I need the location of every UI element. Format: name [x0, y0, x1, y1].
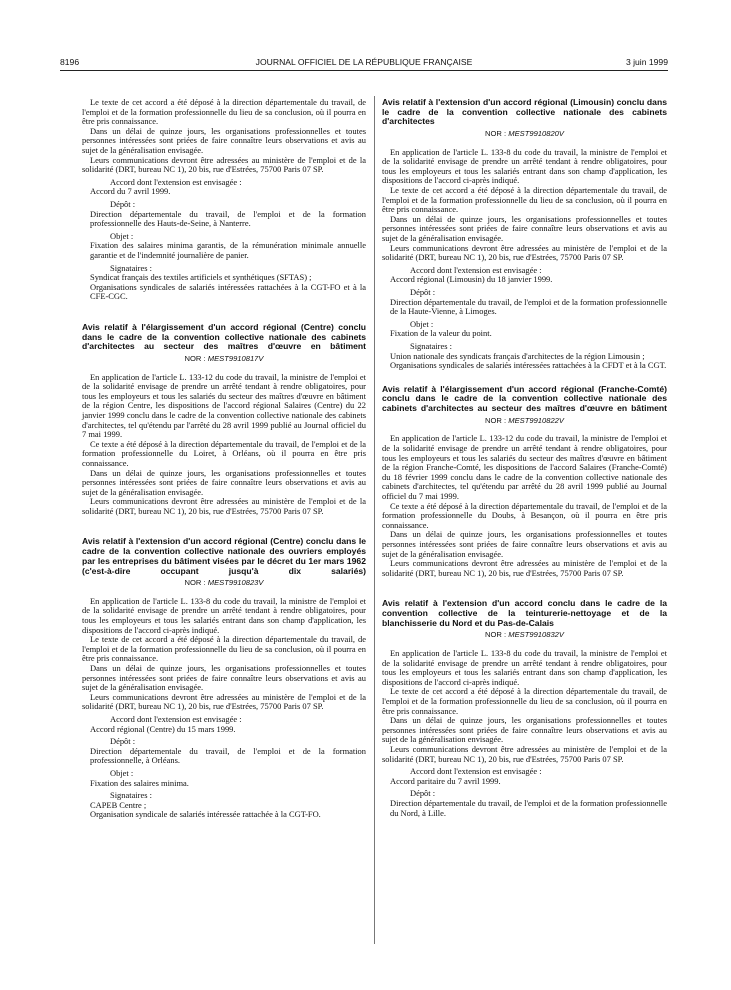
paragraph: Dans un délai de quinze jours, les organisations professionnelles et toutes personnes intéressées sont priées de faire connaître leurs observations et avis au sujet de la généralisation envisagée. [82, 467, 366, 497]
signataire: CAPEB Centre ; [90, 799, 147, 810]
accord-label: Accord dont l'extension est envisagée : [410, 264, 542, 275]
header-rule [60, 70, 668, 71]
paragraph: Dans un délai de quinze jours, les organisations professionnelles et toutes personnes intéressées sont priées de faire connaître leurs observations et avis au sujet de la généralisation envisagée. [382, 715, 667, 745]
accord-value: Accord régional (Centre) du 15 mars 1999. [90, 723, 236, 734]
nor-label: NOR : [184, 353, 206, 363]
paragraph: Dans un délai de quinze jours, les organisations professionnelles et toutes personnes intéressées sont priées de faire connaître leurs observations et avis au sujet de la généralisation envisagée. [382, 213, 667, 244]
column-divider [374, 96, 375, 944]
signataire: Organisations syndicales de salariés intéressées rattachées à la CGT-FO et à la CFE-CGC. [90, 281, 366, 302]
nor-reference [82, 578, 366, 588]
paragraph: Leurs communications devront être adressées au ministère de l'emploi et de la solidarité (DRT, bureau NC 1), 20 bis, rue d'Estrées, 75700 Paris 07 SP. [382, 744, 667, 764]
section-gap [82, 516, 366, 537]
nor-reference [382, 416, 667, 426]
section-title: Avis relatif à l'extension d'un accord régional (Limousin) conclu dans le cadre de la convention collective nationale des cabinets d'architectes [382, 97, 667, 127]
objet-value: Fixation des salaires minima garantis, de la rémunération minimale annuelle garantie et de l'indemnité journalière de panier. [90, 240, 366, 260]
depot-value: Direction départementale du travail, de l'emploi et de la formation professionnelle des Hauts-de-Seine, à Nanterre. [90, 208, 366, 229]
signataire: Union nationale des syndicats français d'architectes de la région Limousin ; [390, 350, 645, 361]
section-title: Avis relatif à l'élargissement d'un accord régional (Centre) conclu dans le cadre de la convention collective nationale des cabinets d'architectes au secteur des maîtres d'œuvre en bâtiment [82, 321, 366, 352]
nor-code: MEST9910832V [508, 630, 564, 640]
section-title: Avis relatif à l'extension d'un accord régional (Centre) conclu dans le cadre de la convention collective nationale des ouvriers employés par les entreprises du bâtiment visées par le décret du 1er mars 1962 (c'est-à-dire occupant jusqu'à dix salariés) [82, 536, 366, 576]
accord-value: Accord du 7 avril 1999. [90, 186, 171, 197]
nor-label: NOR : [485, 415, 507, 425]
accord-value: Accord paritaire du 7 avril 1999. [390, 775, 501, 786]
paragraph: Ce texte a été déposé à la direction départementale du travail, de l'emploi et de la formation professionnelle du Doubs, à Besançon, où il pourra en être pris connaissance. [382, 500, 667, 530]
section-gap [382, 371, 667, 385]
objet-label: Objet : [410, 318, 434, 329]
accord-value: Accord régional (Limousin) du 18 janvier 1999. [390, 274, 553, 285]
paragraph: Leurs communications devront être adressées au ministère de l'emploi et de la solidarité (DRT, bureau NC 1), 20 bis, rue d'Estrées, 75700 Paris 07 SP. [82, 154, 366, 175]
paragraph: Leurs communications devront être adressées au ministère de l'emploi et de la solidarité (DRT, bureau NC 1), 20 bis, rue d'Estrées, 75700 Paris 07 SP. [82, 691, 366, 712]
objet-value: Fixation de la valeur du point. [390, 328, 492, 339]
accord-label: Accord dont l'extension est envisagée : [110, 176, 242, 187]
journal-title: JOURNAL OFFICIEL DE LA RÉPUBLIQUE FRANÇAISE [255, 57, 473, 67]
paragraph: Dans un délai de quinze jours, les organisations professionnelles et toutes personnes intéressées sont priées de faire connaître leurs observations et avis au sujet de la généralisation envisagée. [82, 125, 366, 155]
nor-code: MEST9910817V [207, 353, 264, 363]
signataire: Syndicat français des textiles artificiels et synthétiques (SFTAS) ; [90, 272, 312, 283]
signataires-label: Signataires : [110, 262, 152, 273]
depot-value: Direction départementale du travail, de l'emploi et de la formation professionnelle, à Orléans. [90, 745, 366, 766]
section-title: Avis relatif à l'extension d'un accord conclu dans le cadre de la convention collective de la teinturerie-nettoyage et de la blanchisserie du Nord et du Pas-de-Calais [382, 598, 667, 628]
page-number: 8196 [60, 57, 80, 67]
nor-code: MEST9910820V [508, 129, 564, 139]
depot-label: Dépôt : [110, 736, 136, 747]
paragraph: Leurs communications devront être adressées au ministère de l'emploi et de la solidarité (DRT, bureau NC 1), 20 bis, rue d'Estrées, 75700 Paris 07 SP. [382, 558, 667, 578]
nor-label: NOR : [485, 129, 507, 139]
nor-code: MEST9910823V [207, 578, 264, 588]
nor-reference [382, 630, 667, 640]
objet-label: Objet : [110, 230, 134, 241]
paragraph: En application de l'article L. 133-12 du code du travail, la ministre de l'emploi et de la solidarité envisage de prendre un arrêté tendant à rendre obligatoires, pour tous les employeurs et tous les salariés du secteur des maîtres d'œuvre en bâtiment de la région Centre, les dispositions de l'accord régional Salaires (Centre) du 22 janvier 1999 conclu dans le cadre de la convention collective nationale des cabinets d'architectes, tel qu'étendu par l'arrêté du 28 avril 1999 publié au Journal officiel du 7 mai 1999. [82, 371, 366, 440]
issue-date: 3 juin 1999 [625, 57, 668, 67]
accord-label: Accord dont l'extension est envisagée : [410, 766, 542, 777]
paragraph: En application de l'article L. 133-8 du code du travail, la ministre de l'emploi et de la solidarité envisage de prendre un arrêté tendant à rendre obligatoires, pour tous les employeurs et tous les salariés entrant dans son champ d'application, les dispositions de l'accord ci-après indiqué. [382, 648, 667, 687]
nor-label: NOR : [485, 630, 507, 640]
paragraph: En application de l'article L. 133-12 du code du travail, la ministre de l'emploi et de la solidarité envisage de prendre un arrêté tendant à rendre obligatoires, pour tous les employeurs et tous les salariés du secteur des maîtres d'œuvre en bâtiment de la région Franche-Comté, les dispositions de l'accord Salaires (Franche-Comté) du 18 février 1999 conclu dans le cadre de la convention collective nationale des cabinets d'architectes, tel qu'étendu par arrêté du 28 avril 1999 publié au Journal officiel du 7 mai 1999. [382, 433, 667, 502]
section-gap [82, 302, 366, 323]
depot-value: Direction départementale du travail, de l'emploi et de la formation professionnelle du Nord, à Lille. [390, 797, 667, 818]
paragraph: Ce texte a été déposé à la direction départementale du travail, de l'emploi et de la formation professionnelle du Loiret, à Orléans, où il pourra en être pris connaissance. [82, 438, 366, 468]
nor-reference [82, 354, 366, 364]
paragraph: En application de l'article L. 133-8 du code du travail, la ministre de l'emploi et de la solidarité envisage de prendre un arrêté tendant à rendre obligatoires, pour tous les employeurs et tous les salariés entrant dans son champ d'application, les dispositions de l'accord ci-après indiqué. [382, 146, 667, 186]
depot-value: Direction départementale du travail, de l'emploi et de la formation professionnelle de la Haute-Vienne, à Limoges. [390, 296, 667, 317]
paragraph: Leurs communications devront être adressées au ministère de l'emploi et de la solidarité (DRT, bureau NC 1), 20 bis, rue d'Estrées, 75700 Paris 07 SP. [82, 496, 366, 516]
paragraph: Le texte de cet accord a été déposé à la direction départementale du travail, de l'emploi et de la formation professionnelle du lieu de sa conclusion, où il pourra en être pris connaissance. [82, 97, 366, 127]
depot-label: Dépôt : [410, 788, 436, 799]
left-column [82, 98, 366, 820]
signataires-label: Signataires : [110, 790, 152, 801]
right-column [382, 98, 667, 818]
page-header [60, 57, 668, 71]
section-gap [382, 578, 667, 599]
paragraph: Le texte de cet accord a été déposé à la direction départementale du travail, de l'emploi et de la formation professionnelle du lieu de sa conclusion, où il pourra en être pris connaissance. [82, 634, 366, 664]
depot-label: Dépôt : [410, 287, 436, 298]
objet-value: Fixation des salaires minima. [90, 777, 189, 788]
signataire: Organisation syndicale de salariés intéressée rattachée à la CGT-FO. [90, 809, 321, 820]
nor-label: NOR : [184, 578, 206, 588]
nor-code: MEST9910822V [508, 415, 564, 425]
objet-label: Objet : [110, 767, 134, 778]
paragraph: En application de l'article L. 133-8 du code du travail, la ministre de l'emploi et de la solidarité envisage de prendre un arrêté tendant à rendre obligatoires, pour tous les employeurs et tous les salariés entrant dans son champ d'application, les dispositions de l'accord ci-après indiqué. [82, 595, 366, 635]
depot-label: Dépôt : [110, 198, 136, 209]
paragraph: Le texte de cet accord a été déposé à la direction départementale du travail, de l'emploi et de la formation professionnelle du lieu de sa conclusion, où il pourra en être pris connaissance. [382, 185, 667, 215]
paragraph: Le texte de cet accord a été déposé à la direction départementale du travail, de l'emploi et de la formation professionnelle du lieu de sa conclusion, où il pourra en être pris connaissance. [382, 686, 667, 716]
paragraph: Dans un délai de quinze jours, les organisations professionnelles et toutes personnes intéressées sont priées de faire connaître leurs observations et avis au sujet de la généralisation envisagée. [382, 529, 667, 559]
paragraph: Leurs communications devront être adressées au ministère de l'emploi et de la solidarité (DRT, bureau NC 1), 20 bis, rue d'Estrées, 75700 Paris 07 SP. [382, 242, 667, 263]
signataire: Organisations syndicales de salariés intéressées rattachées à la CFDT et à la CGT. [390, 360, 667, 371]
paragraph: Dans un délai de quinze jours, les organisations professionnelles et toutes personnes intéressées sont priées de faire connaître leurs observations et avis au sujet de la généralisation envisagée. [82, 663, 366, 693]
section-title: Avis relatif à l'élargissement d'un accord régional (Franche-Comté) conclu dans le cadre de la convention collective nationale des cabinets d'architectes au secteur des maîtres d'œuvre en bâtiment [382, 383, 667, 414]
nor-reference [382, 129, 667, 139]
accord-label: Accord dont l'extension est envisagée : [110, 714, 242, 725]
signataires-label: Signataires : [410, 340, 452, 351]
